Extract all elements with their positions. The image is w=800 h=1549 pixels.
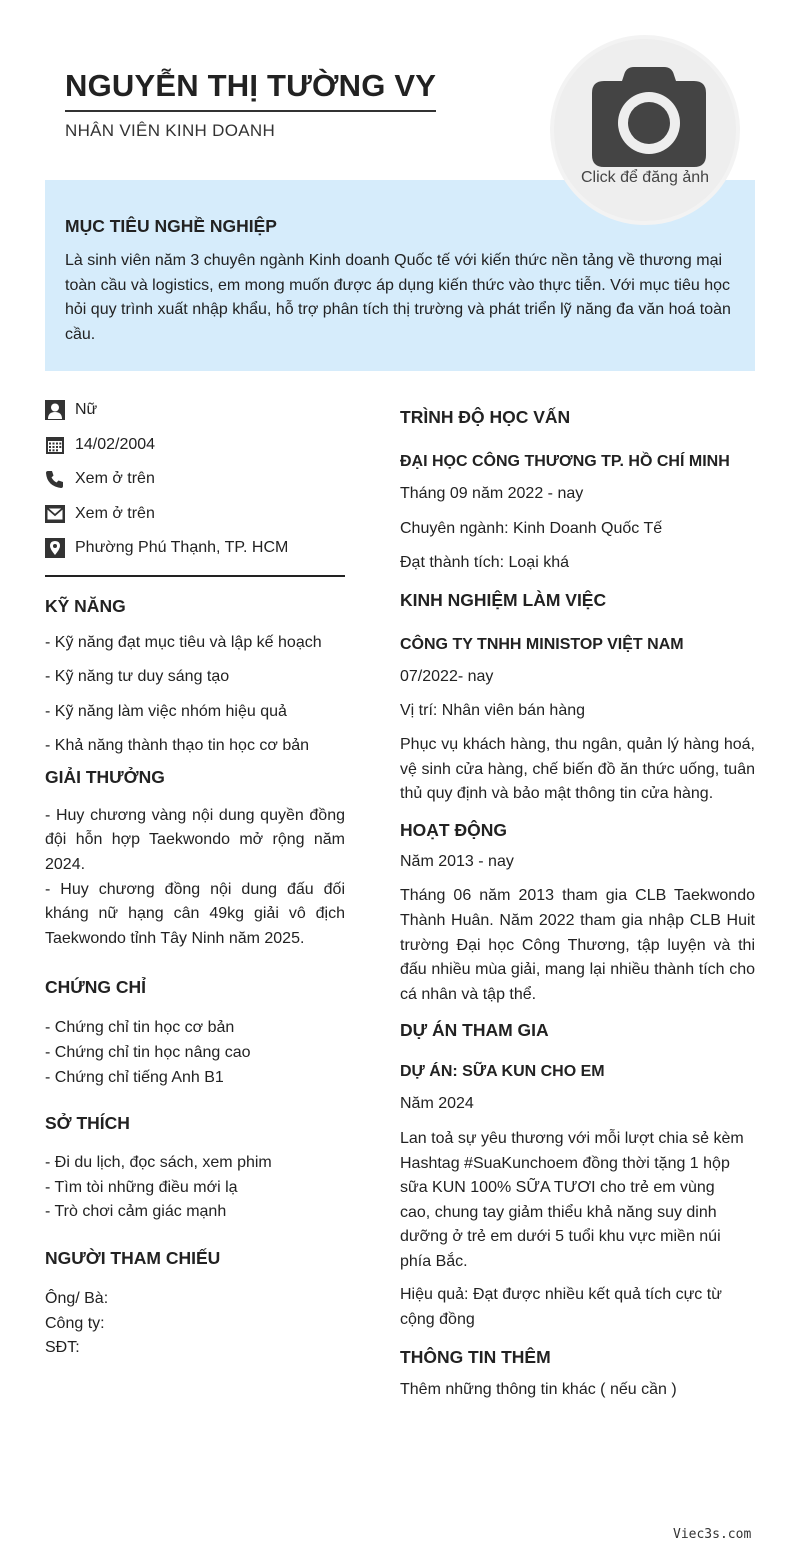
contact-gender [45,393,345,428]
skill-item[interactable]: - Kỹ năng đạt mục tiêu và lập kế hoạch [45,633,322,651]
photo-upload[interactable] [550,35,740,225]
contact-dob [45,428,345,463]
contact-divider [45,575,345,577]
left-column [45,393,345,1361]
project-description[interactable]: Lan toả sự yêu thương với mỗi lượt chia sẻ kèm Hashtag #SuaKunchoem đồng thời tặng 1 hộp sữa KUN 100% SỮA TƯƠI cho trẻ em vùng cao, chung tay giảm thiểu khả năng suy dinh dưỡng ở trẻ em dưới 5 tuổi khu vực miền núi phía Bắc. [400,1129,744,1270]
reference-item[interactable]: SĐT: [45,1339,80,1357]
certificate-item[interactable]: - Chứng chỉ tiếng Anh B1 [45,1068,224,1086]
email-value[interactable]: Xem ở trên [75,504,155,522]
skill-item[interactable]: - Kỹ năng tư duy sáng tạo [45,668,230,686]
dob-value[interactable]: 14/02/2004 [75,435,156,453]
reference-item[interactable]: Ông/ Bà: [45,1290,109,1307]
location-pin-icon [45,538,65,558]
hobbies-list [45,1151,345,1225]
phone-value[interactable]: Xem ở trên [75,470,155,488]
awards-list [45,804,345,952]
skill-item[interactable]: - Khả năng thành thạo tin học cơ bản [45,737,310,755]
right-column [400,393,755,1402]
project-result[interactable]: Hiệu quả: Đạt được nhiều kết quả tích cực từ cộng đồng [400,1286,722,1329]
skills-title: KỸ NĂNG [45,595,126,616]
camera-icon [592,65,706,167]
certificates-list [45,1016,345,1090]
photo-caption: Click để đăng ảnh [580,169,710,186]
certificate-item[interactable]: - Chứng chỉ tin học nâng cao [45,1044,251,1062]
skills-list [45,631,345,769]
education-school[interactable]: ĐẠI HỌC CÔNG THƯƠNG TP. HỒ CHÍ MINH [400,453,730,470]
experience-company[interactable]: CÔNG TY TNHH MINISTOP VIỆT NAM [400,635,684,653]
reference-item[interactable]: Công ty: [45,1314,105,1332]
hobby-item[interactable]: - Đi du lịch, đọc sách, xem phim [45,1154,272,1172]
experience-description[interactable]: Phục vụ khách hàng, thu ngân, quản lý hàng hoá, vệ sinh cửa hàng, chế biến đồ ăn thức uống, tuân thủ quy định và bảo mật thông tin cửa hàng. [400,735,755,803]
calendar-icon [45,435,65,455]
extra-title: THÔNG TIN THÊM [400,1346,551,1367]
candidate-role[interactable]: NHÂN VIÊN KINH DOANH [65,121,276,140]
references-title: NGƯỜI THAM CHIẾU [45,1248,221,1268]
experience-title: KINH NGHIỆM LÀM VIỆC [400,589,607,610]
certificate-item[interactable]: - Chứng chỉ tin học cơ bản [45,1019,235,1037]
contact-address [45,531,345,566]
education-period[interactable]: Tháng 09 năm 2022 - nay [400,485,584,502]
activities-period[interactable]: Năm 2013 - nay [400,852,514,870]
cv-header [65,68,436,141]
awards-title: GIẢI THƯỞNG [45,766,165,787]
certificates-title: CHỨNG CHỈ [45,977,147,998]
experience-period[interactable]: 07/2022- nay [400,667,494,685]
contact-email [45,497,345,532]
hobby-item[interactable]: - Tìm tòi những điều mới lạ [45,1178,238,1196]
projects-title: DỰ ÁN THAM GIA [400,1020,549,1041]
award-item[interactable]: - Huy chương đồng nội dung đấu đối kháng nữ hạng cân 49kg giải vô địch Taekwondo tỉnh Tây Ninh năm 2025. [45,880,345,947]
extra-text[interactable]: Thêm những thông tin khác ( nếu cần ) [400,1380,677,1398]
gender-value[interactable]: Nữ [75,401,98,419]
award-item[interactable]: - Huy chương vàng nội dung quyền đồng đội hỗn hợp Taekwondo mở rộng năm 2024. [45,806,345,874]
education-major[interactable]: Chuyên ngành: Kinh Doanh Quốc Tế [400,519,663,537]
objective-title: MỤC TIÊU NGHỀ NGHIỆP [65,216,277,236]
address-value[interactable]: Phường Phú Thạnh, TP. HCM [75,539,289,557]
candidate-name[interactable]: NGUYỄN THỊ TƯỜNG VY [65,68,436,112]
references-list [45,1287,345,1361]
skill-item[interactable]: - Kỹ năng làm việc nhóm hiệu quả [45,702,287,720]
footer-brand: Viec3s.com [673,1527,752,1542]
phone-icon [45,469,65,489]
hobby-item[interactable]: - Trò chơi cảm giác mạnh [45,1203,227,1221]
hobbies-title: SỞ THÍCH [45,1113,130,1134]
email-icon [45,504,65,524]
activities-description[interactable]: Tháng 06 năm 2013 tham gia CLB Taekwondo Thành Huân. Năm 2022 tham gia nhập CLB Huit trường Đại học Công Thương, tập luyện và thi đấu nhiều mùa giải, mang lại nhiều thành tích cho cá nhân và tập thể. [400,887,755,1003]
objective-text[interactable]: Là sinh viên năm 3 chuyên ngành Kinh doanh Quốc tế với kiến thức nền tảng về thương mại toàn cầu và logistics, em mong muốn được áp dụng kiến thức vào thực tiễn. Với mục tiêu học hỏi quy trình xuất nhập khẩu, hỗ trợ phân tích thị trường và phát triển lỹ năng đa văn hoá toàn cầu. [65,252,731,343]
activities-title: HOẠT ĐỘNG [400,819,507,840]
contact-phone [45,462,345,497]
experience-position[interactable]: Vị trí: Nhân viên bán hàng [400,702,586,720]
education-achievement[interactable]: Đạt thành tích: Loại khá [400,554,569,572]
project-name[interactable]: DỰ ÁN: SỮA KUN CHO EM [400,1063,605,1081]
project-period[interactable]: Năm 2024 [400,1095,474,1113]
education-title: TRÌNH ĐỘ HỌC VẤN [400,407,571,427]
person-icon [45,400,65,420]
